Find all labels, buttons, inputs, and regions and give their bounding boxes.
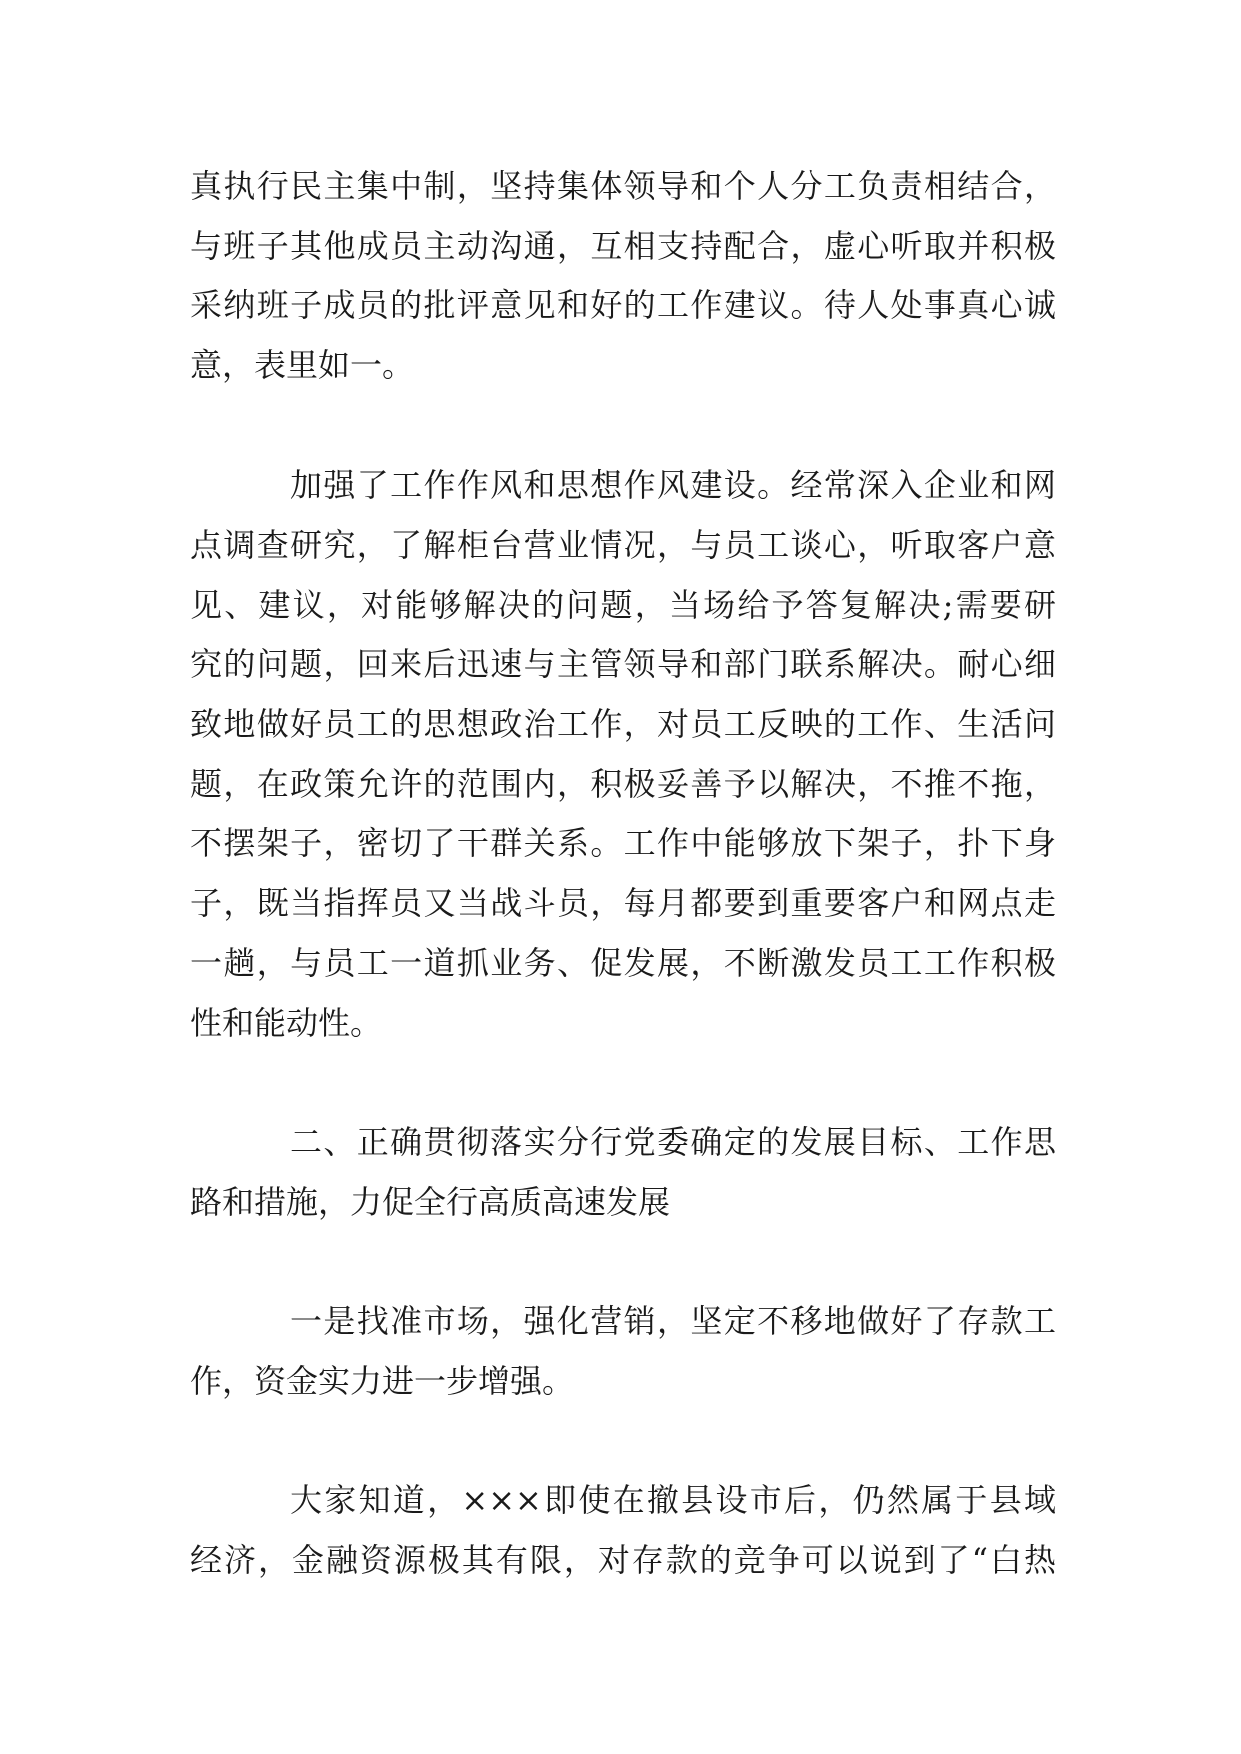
text-line: 经济，金融资源极其有限，对存款的竞争可以说到了“白热 <box>190 1541 1056 1579</box>
text-line: 一趟，与员工一道抓业务、促发展，不断激发员工工作积极 <box>190 944 1056 982</box>
text-line: 性和能动性。 <box>190 1004 383 1042</box>
text-line: 致地做好员工的思想政治工作，对员工反映的工作、生活问 <box>190 705 1056 743</box>
section-heading-line: 路和措施，力促全行高质高速发展 <box>190 1183 671 1221</box>
text-line: 意，表里如一。 <box>190 346 415 384</box>
text-line: 加强了工作作风和思想作风建设。经常深入企业和网 <box>290 466 1056 504</box>
text-line: 真执行民主集中制，坚持集体领导和个人分工负责相结合， <box>190 167 1056 205</box>
text-line: 究的问题，回来后迅速与主管领导和部门联系解决。耐心细 <box>190 645 1056 683</box>
text-line: 见、建议，对能够解决的问题，当场给予答复解决;需要研 <box>190 586 1056 624</box>
text-line: 点调查研究，了解柜台营业情况，与员工谈心，听取客户意 <box>190 526 1056 564</box>
section-heading-line: 二、正确贯彻落实分行党委确定的发展目标、工作思 <box>290 1123 1056 1161</box>
text-line: 一是找准市场，强化营销，坚定不移地做好了存款工 <box>290 1302 1056 1340</box>
text-line: 题，在政策允许的范围内，积极妥善予以解决，不推不拖， <box>190 765 1056 803</box>
text-line: 大家知道，×××即使在撤县设市后，仍然属于县域 <box>290 1481 1056 1519</box>
text-line: 采纳班子成员的批评意见和好的工作建议。待人处事真心诚 <box>190 286 1056 324</box>
text-line: 不摆架子，密切了干群关系。工作中能够放下架子，扑下身 <box>190 824 1056 862</box>
text-line: 作，资金实力进一步增强。 <box>190 1362 575 1400</box>
text-line: 子，既当指挥员又当战斗员，每月都要到重要客户和网点走 <box>190 884 1056 922</box>
text-line: 与班子其他成员主动沟通，互相支持配合，虚心听取并积极 <box>190 227 1056 265</box>
